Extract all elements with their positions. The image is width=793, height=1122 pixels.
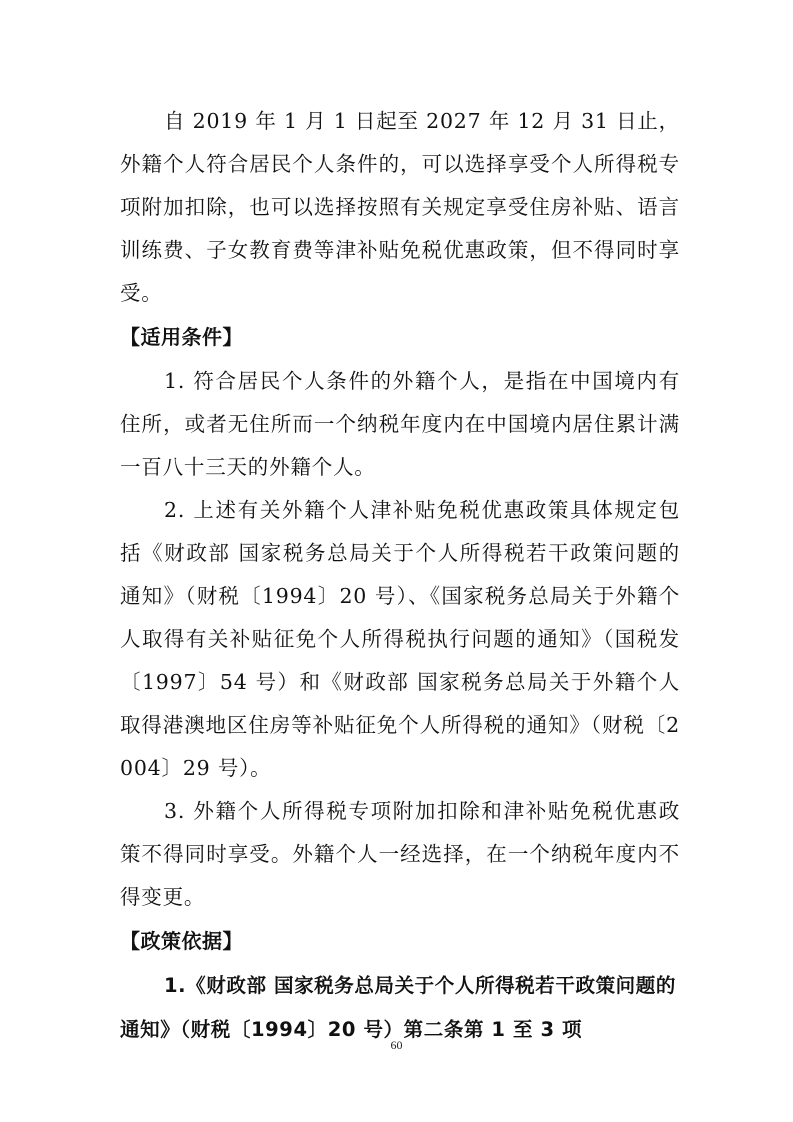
- condition-item-3: 3. 外籍个人所得税专项附加扣除和津补贴免税优惠政策不得同时享受。外籍个人一经选择，在一个纳税年度内不得变更。: [120, 799, 680, 909]
- condition-item-2: 2. 上述有关外籍个人津补贴免税优惠政策具体规定包括《财政部 国家税务总局关于个人所得税若干政策问题的通知》（财税〔1994〕20 号）、《国家税务总局关于外籍个人取得有关补贴征免个人所得税执行问题的通知》（国税发〔1997〕54 号）和《财政部 国家税务总局关于外籍个人取得港澳地区住房等补贴征免个人所得税的通知》（财税〔2004〕29 号）。: [120, 498, 680, 780]
- intro-paragraph: 自 2019 年 1 月 1 日起至 2027 年 12 月 31 日止，外籍个人符合居民个人条件的，可以选择享受个人所得税专项附加扣除，也可以选择按照有关规定享受住房补贴、语言训练费、子女教育费等津补贴免税优惠政策，但不得同时享受。: [120, 109, 680, 305]
- document-body: [120, 100, 680, 1052]
- basis-heading: 【政策依据】: [120, 929, 243, 953]
- basis-item-1: 1.《财政部 国家税务总局关于个人所得税若干政策问题的通知》（财税〔1994〕20 号）第二条第 1 至 3 项: [120, 974, 676, 1041]
- page-number: 60: [390, 1038, 403, 1052]
- conditions-heading: 【适用条件】: [120, 325, 243, 349]
- condition-item-1: 1. 符合居民个人条件的外籍个人，是指在中国境内有住所，或者无住所而一个纳税年度内在中国境内居住累计满一百八十三天的外籍个人。: [120, 369, 680, 479]
